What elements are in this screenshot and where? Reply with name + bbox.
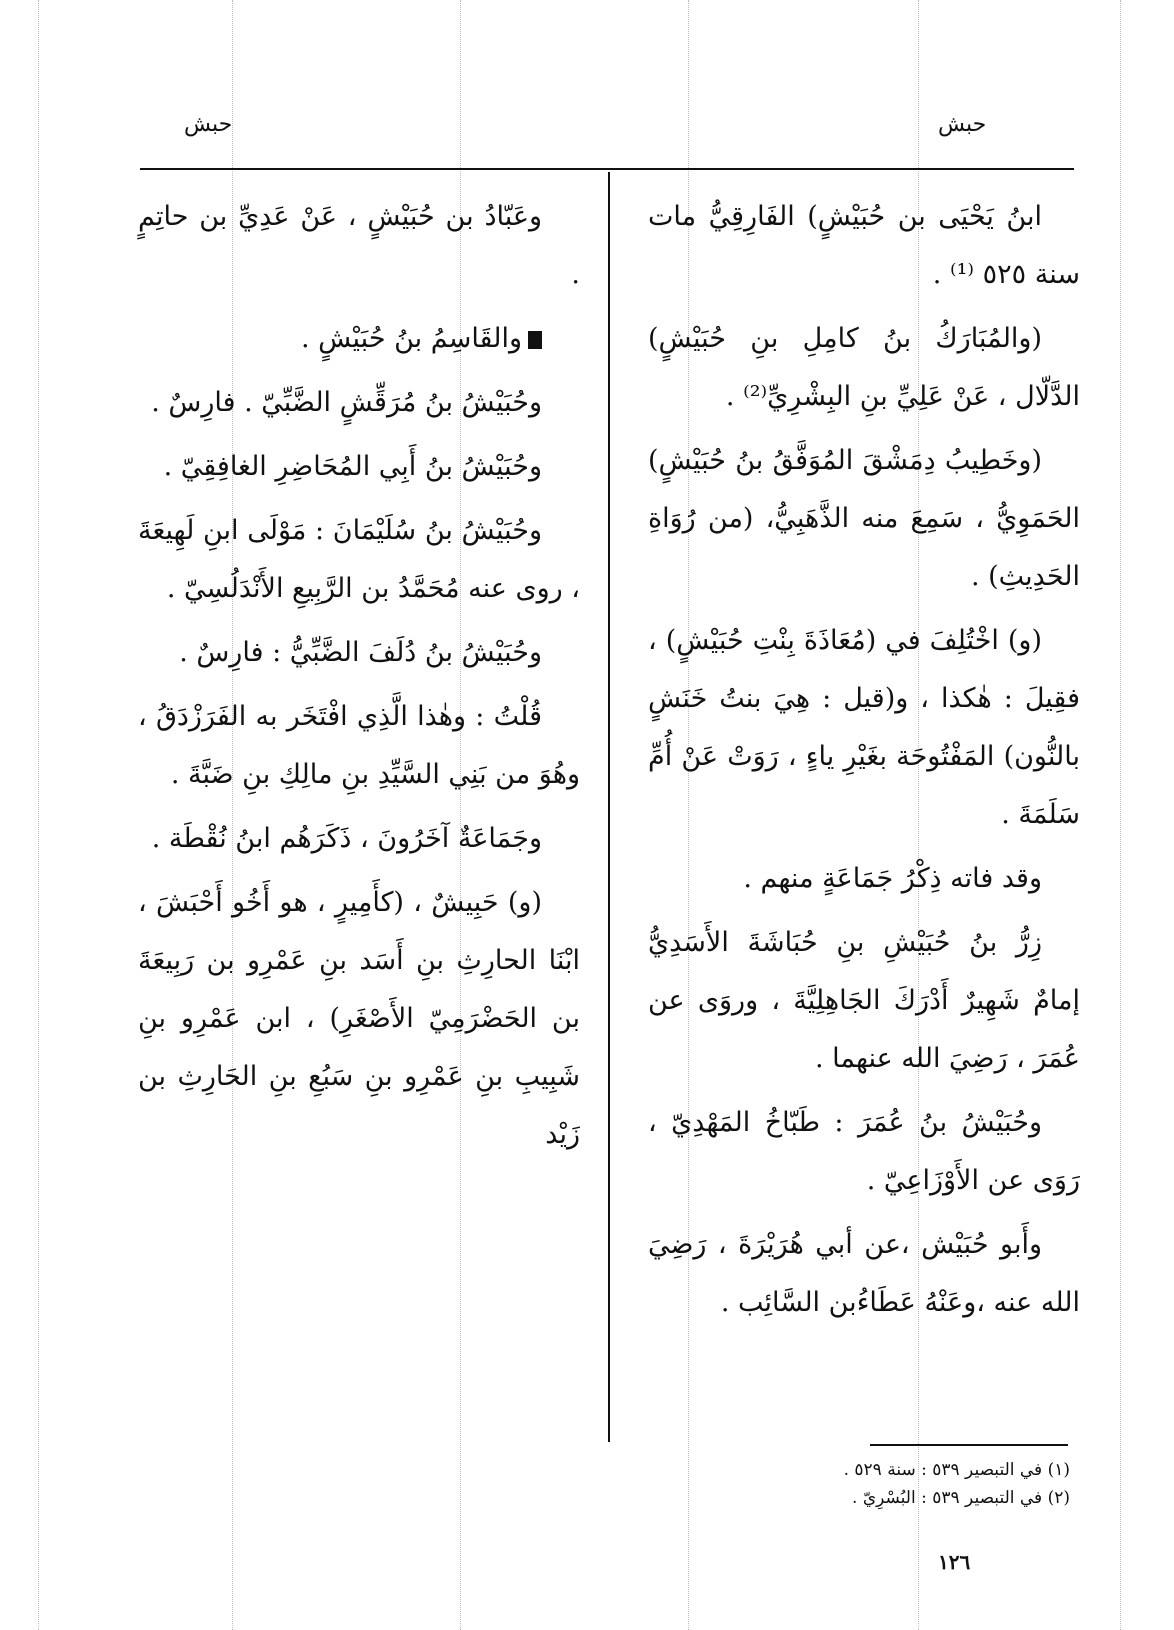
paragraph: وحُبَيْشُ بنُ عُمَرَ : طَبّاخُ المَهْدِيّ ، رَوَى عن الأَوْزَاعِيّ .: [648, 1107, 1080, 1196]
paragraph: (و) حَبِيشٌ ، (كأَمِيرٍ ، هو أَخُو أَحْبَشَ ، ابْنَا الحارِثِ بنِ أَسَد بنِ عَمْرِو بن رَبِيعَةَ بن الحَضْرَمِيّ الأَصْغَرِ) ، ابن عَمْرِو بنِ شَبِيبِ بنِ عَمْرِو بنِ سَبُعِ بنِ الحَارِثِ بن زَيْد: [138, 887, 580, 1150]
footnote: (٢) في التبصير ٥٣٩ : البُسْرِيّ .: [852, 1488, 1070, 1508]
column-divider: [608, 172, 610, 1442]
paragraph-text: والقَاسِمُ بنُ حُبَيْشٍ .: [300, 323, 522, 354]
paragraph: وقد فاته ذِكْرُ جَمَاعَةٍ منهم .: [743, 863, 1042, 894]
page-number: ١٢٦: [938, 1550, 971, 1574]
paragraph: وحُبَيْشُ بنُ مُرَقِّشٍ الضَّبِّيّ . فارِسٌ .: [151, 387, 542, 418]
paragraph-with-marker: [138, 310, 580, 368]
square-marker-icon: [528, 331, 542, 349]
paragraph: (و) اخْتُلِفَ في (مُعَاذَةَ بِنْتِ حُبَيْشٍ) ، فقِيلَ : هٰكذا ، و(قيل : هِيَ بنتُ خَنَشٍ بالنُّون) المَفْتُوحَة بغَيْرِ ياءٍ ، رَوَتْ عَنْ أُمِّ سَلَمَةَ .: [648, 625, 1080, 830]
paragraph: وأَبو حُبَيْش ،عن أبي هُرَيْرَةَ ، رَضِيَ الله عنه ،وعَنْهُ عَطَاءُبن السَّائِب .: [648, 1229, 1080, 1318]
header-right-word: حبش: [938, 112, 987, 137]
paragraph: ابنُ يَحْيَى بن حُبَيْشٍ) الفَارِقِيُّ مات سنة ٥٢٥ ⁽¹⁾ .: [648, 201, 1080, 290]
scan-guide-line: [1120, 0, 1121, 1630]
scan-guide-line: [38, 0, 39, 1630]
paragraph: (وخَطِيبُ دِمَشْقَ المُوَفَّقُ بنُ حُبَيْشٍ) الحَمَوِيُّ ، سَمِعَ منه الذَّهَبِيُّ، (من رُوَاةِ الحَدِيثِ) .: [648, 445, 1080, 592]
left-column: [138, 188, 580, 1170]
right-column: [648, 188, 1080, 1338]
paragraph: وعَبّادُ بن حُبَيْشٍ ، عَنْ عَدِيِّ بن حاتِمٍ .: [138, 201, 580, 290]
paragraph: وحُبَيْشُ بنُ دُلَفَ الضَّبِّيُّ : فارِسٌ .: [179, 637, 542, 668]
footnotes: [700, 1456, 1070, 1512]
paragraph: قُلْتُ : وهٰذا الَّذِي افْتَخَر به الفَرَزْدَقُ ، وهُوَ من بَنِي السَّيِّدِ بنِ مالِكِ بنِ ضَبَّةَ .: [138, 701, 580, 790]
paragraph: وحُبَيْشُ بنُ سُلَيْمَانَ : مَوْلَى ابنِ لَهِيعَةَ ، روى عنه مُحَمَّدُ بن الرَّبِيعِ الأَنْدَلُسِيّ .: [138, 515, 580, 604]
paragraph: وحُبَيْشُ بنُ أَبِي المُحَاضِرِ الغافِقِيّ .: [163, 451, 542, 482]
header-rule: [140, 168, 1074, 170]
paragraph: (والمُبَارَكُ بنُ كامِلِ بنِ حُبَيْشٍ) الدَّلّال ، عَنْ عَلِيِّ بنِ البِشْرِيِّ⁽²⁾ .: [648, 323, 1080, 412]
paragraph: وجَمَاعَةٌ آخَرُونَ ، ذَكَرَهُم ابنُ نُقْطَة .: [151, 823, 542, 854]
footnote: (١) في التبصير ٥٣٩ : سنة ٥٢٩ .: [843, 1460, 1070, 1480]
header-left-word: حبش: [184, 112, 233, 137]
paragraph: زِرُّ بنُ حُبَيْشِ بنِ حُبَاشَةَ الأَسَدِيُّ إمامٌ شَهِيرٌ أَدْرَكَ الجَاهِلِيَّةَ ، وروَى عن عُمَرَ ، رَضِيَ الله عنهما .: [648, 927, 1080, 1074]
footnote-rule: [870, 1444, 1068, 1446]
